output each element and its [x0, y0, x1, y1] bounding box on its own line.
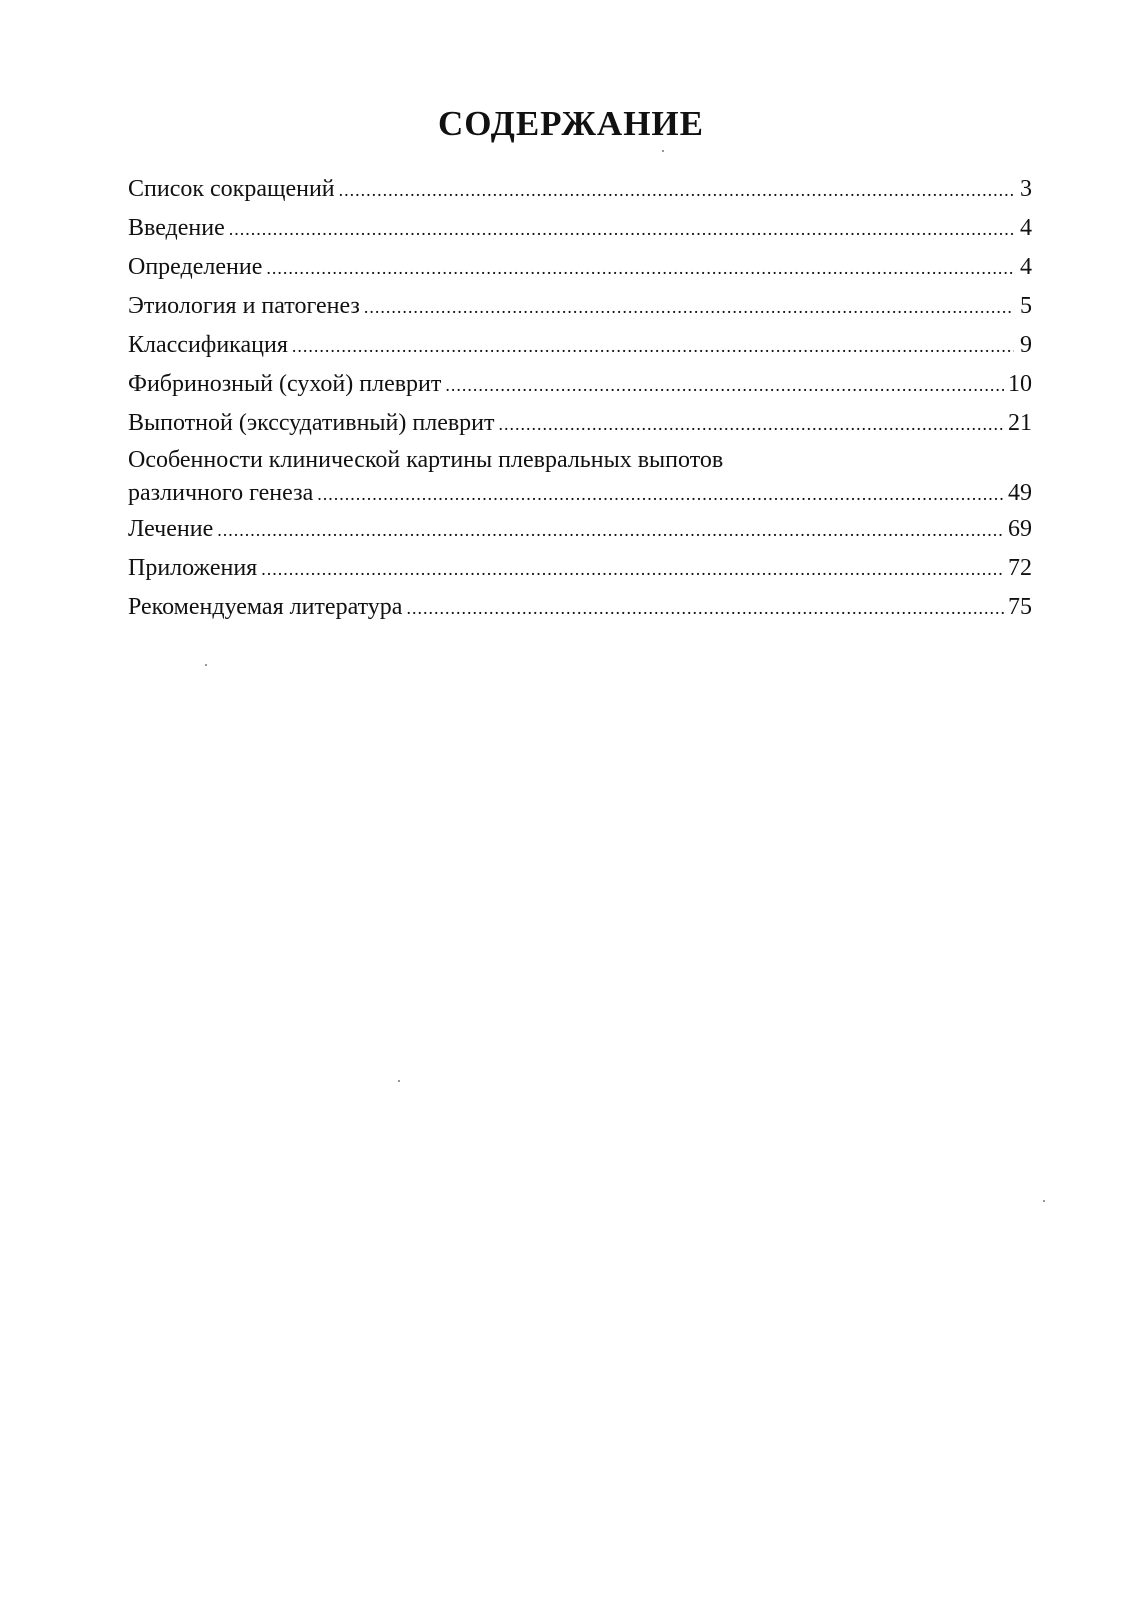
toc-entry-label: Введение	[128, 215, 225, 241]
scan-speck	[205, 664, 207, 666]
toc-entry-label: Фибринозный (сухой) плеврит	[128, 371, 442, 397]
toc-entry-label: Определение	[128, 254, 263, 280]
dot-leader	[292, 327, 1014, 365]
scan-speck	[1043, 1200, 1045, 1202]
table-of-contents	[128, 170, 1032, 627]
toc-entry-label: Приложения	[128, 555, 258, 581]
toc-entry-label: Этиология и патогенез	[128, 293, 360, 319]
toc-entry-page: 21	[1008, 410, 1032, 436]
dot-leader	[217, 511, 1004, 549]
scan-speck	[398, 1080, 400, 1082]
toc-entry-label-line2: различного генеза	[128, 480, 314, 506]
toc-entry-abbreviations	[128, 170, 1032, 209]
toc-entry-label: Лечение	[128, 516, 214, 542]
toc-entry-page: 69	[1008, 516, 1032, 542]
dot-leader	[229, 210, 1014, 248]
toc-entry-page: 9	[1020, 332, 1032, 358]
toc-entry-classification	[128, 326, 1032, 365]
dot-leader	[445, 366, 1004, 404]
toc-entry-introduction	[128, 209, 1032, 248]
toc-entry-label: Выпотной (экссудативный) плеврит	[128, 410, 495, 436]
toc-entry-page: 72	[1008, 555, 1032, 581]
toc-entry-label: Классификация	[128, 332, 288, 358]
dot-leader	[364, 288, 1014, 326]
toc-entry-appendices	[128, 549, 1032, 588]
toc-entry-label: Рекомендуемая литература	[128, 594, 403, 620]
toc-entry-page: 4	[1020, 215, 1032, 241]
page-title: СОДЕРЖАНИЕ	[437, 104, 704, 143]
toc-entry-page: 10	[1008, 371, 1032, 397]
toc-entry-label: Список сокращений	[128, 176, 335, 202]
toc-entry-etiology	[128, 287, 1032, 326]
toc-entry-page: 5	[1020, 293, 1032, 319]
dot-leader	[266, 249, 1014, 287]
dot-leader	[339, 171, 1014, 209]
dot-leader	[499, 405, 1004, 443]
toc-entry-clinical-features	[128, 443, 1032, 510]
toc-entry-label-line1: Особенности клинической картины плевральных выпотов	[128, 447, 724, 473]
toc-entry-page: 4	[1020, 254, 1032, 280]
toc-entry-exudative-pleurisy	[128, 404, 1032, 443]
toc-entry-page: 75	[1008, 594, 1032, 620]
toc-entry-page: 3	[1020, 176, 1032, 202]
dot-leader	[317, 478, 1004, 510]
toc-entry-treatment	[128, 510, 1032, 549]
toc-entry-definition	[128, 248, 1032, 287]
toc-entry-recommended-literature	[128, 588, 1032, 627]
scan-speck	[662, 150, 664, 152]
dot-leader	[261, 550, 1004, 588]
toc-entry-page: 49	[1008, 480, 1032, 506]
dot-leader	[406, 589, 1004, 627]
toc-entry-fibrinous-pleurisy	[128, 365, 1032, 404]
